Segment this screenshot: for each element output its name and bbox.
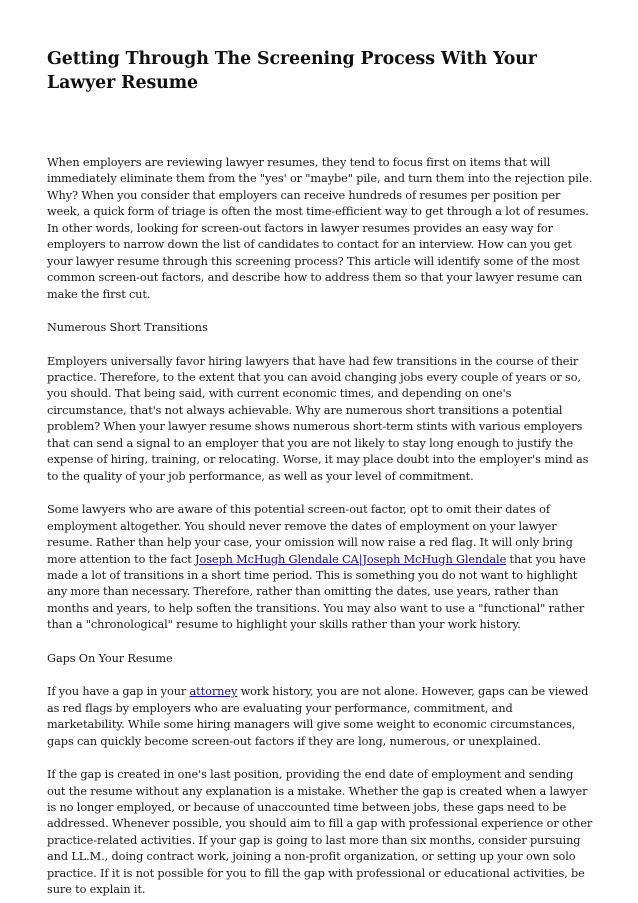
dates-paragraph-text-start: Some lawyers who are aware of this potential screen-out factor, opt to omit their dates of employment altogether. You should never remove the dates of employment on your lawyer resume. Rather than help your case, your omission will now raise a red flag. It will only bring more attention to the fact <box>47 503 573 566</box>
attorney-link[interactable]: attorney <box>189 685 238 699</box>
section-heading-short-transitions: Numerous Short Transitions <box>47 321 208 335</box>
page-title: Getting Through The Screening Process With Your Lawyer Resume <box>47 49 537 93</box>
section-heading-gaps: Gaps On Your Resume <box>47 651 173 665</box>
intro-paragraph: When employers are reviewing lawyer resumes, they tend to focus first on items that will immediately eliminate them from the "yes' or "maybe" pile, and turn them into the rejection pile. Why? When you consider that employers can receive hundreds of resumes per position per week, a quick form of triage is often the most time-efficient way to get through a lot of resumes. In other words, looking for screen-out factors in lawyer resumes provides an easy way for employers to narrow down the list of candidates to contact for an interview. How can you get your lawyer resume through this screening process? This article will identify some of the most common screen-out factors, and describe how to address them so that your lawyer resume can make the first cut. <box>47 156 593 301</box>
dates-paragraph <box>47 502 593 634</box>
article-body <box>47 155 593 899</box>
joseph-mchugh-link[interactable]: Joseph McHugh Glendale CA|Joseph McHugh Glendale <box>195 552 507 566</box>
gaps-paragraph-text-end: work history, you are not alone. However, gaps can be viewed as red flags by employers who are evaluating your performance, commitment, and marketability. While some hiring managers will give some weight to economic circumstances, gaps can quickly become screen-out factors if they are long, numerous, or unexplained. <box>47 685 589 748</box>
gaps-paragraph-text-start: If you have a gap in your <box>47 685 190 699</box>
gaps-paragraph <box>47 684 593 750</box>
last-position-paragraph: If the gap is created in one's last position, providing the end date of employment and sending out the resume without any explanation is a mistake. Whether the gap is created when a lawyer is no longer employed, or because of unaccounted time between jobs, these gaps need to be addressed. Whenever possible, you should aim to fill a gap with professional experience or other practice-related activities. If your gap is going to last more than six months, consider pursuing and LL.M., doing contract work, joining a non-profit organization, or setting up your own solo practice. If it is not possible for you to fill the gap with professional or educational activities, be sure to explain it. <box>47 768 593 897</box>
transitions-paragraph: Employers universally favor hiring lawyers that have had few transitions in the course of their practice. Therefore, to the extent that you can avoid changing jobs every couple of years or so, you should. That being said, with current economic times, and depending on one's circumstance, that's not always achievable. Why are numerous short transitions a potential problem? When your lawyer resume shows numerous short-term stints with various employers that can send a signal to an employer that you are not likely to stay long enough to justify the expense of hiring, training, or relocating. Worse, it may place doubt into the employer's mind as to the quality of your job performance, as well as your level of commitment. <box>47 354 589 483</box>
dates-paragraph-text-end: that you have made a lot of transitions in a short time period. This is something you do not want to highlight any more than necessary. Therefore, rather than omitting the dates, use years, rather than months and years, to help soften the transitions. You may also want to use a "functional" rather than a "chronological" resume to highlight your skills rather than your work history. <box>47 552 586 632</box>
